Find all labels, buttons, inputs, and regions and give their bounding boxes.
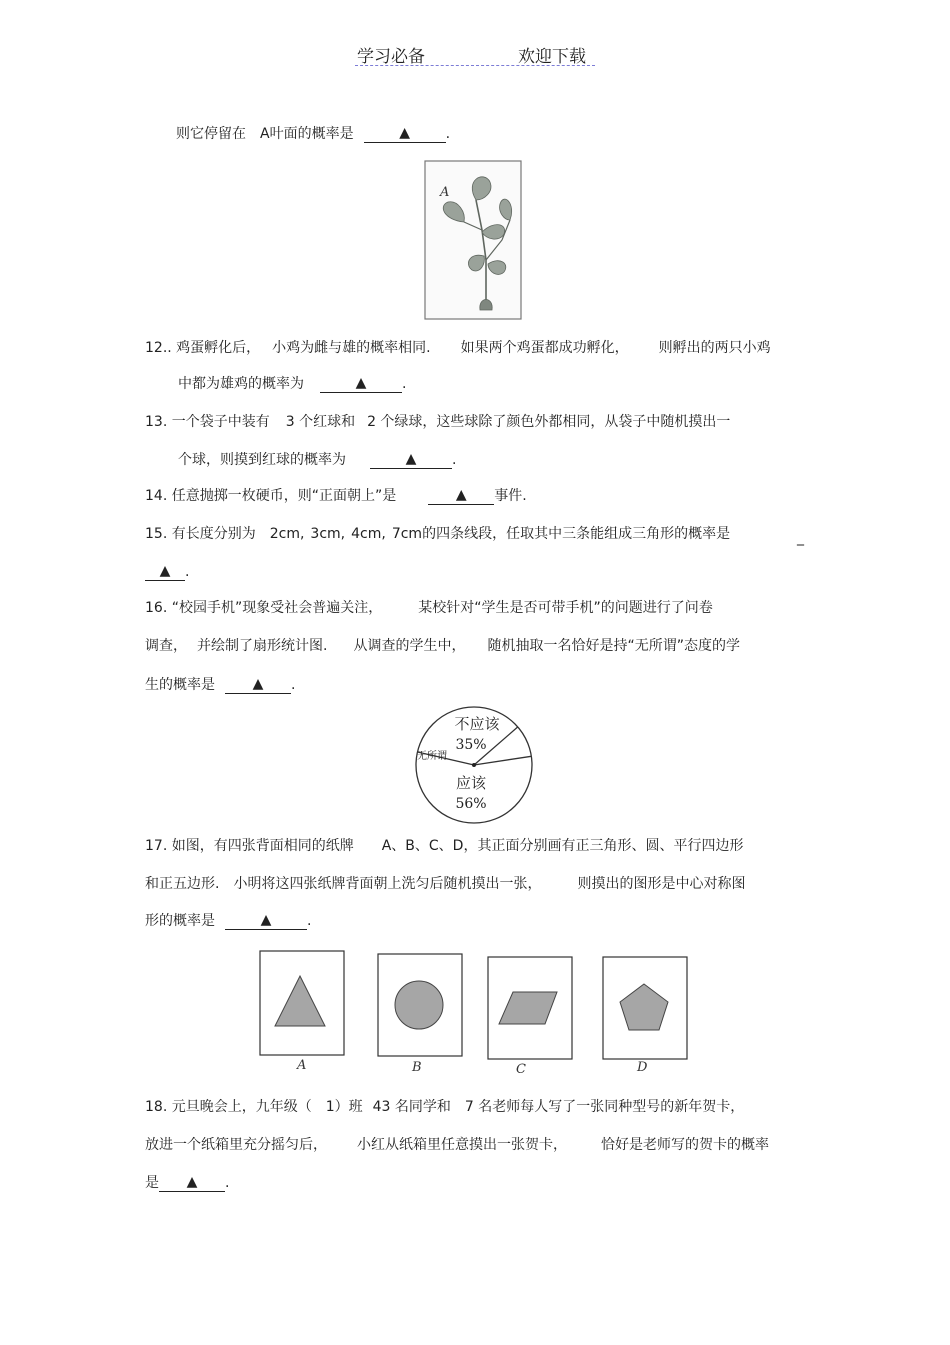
answer-blank[interactable]: ▲ <box>145 562 185 581</box>
pie-slice-label: 应该 <box>455 774 487 792</box>
q13-line2: 个球，则摸到红球的概率为 ▲ . <box>178 451 457 468</box>
card-label-b: B <box>412 1060 422 1075</box>
q12-line1: 12.. 鸡蛋孵化后， 小鸡为雌与雄的概率相同. 如果两个鸡蛋都成功孵化， 则孵出的两只小鸡 <box>145 340 771 356</box>
pie-slice-label: 不应该 <box>454 715 500 733</box>
header-left-text: 学习必备 <box>357 47 425 67</box>
q18-line2: 放进一个纸箱里充分摇匀后， 小红从纸箱里任意摸出一张贺卡， 恰好是老师写的贺卡的概率 <box>145 1137 769 1153</box>
q15-trail: _ <box>797 530 804 546</box>
q17-line1: 17. 如图，有四张背面相同的纸牌 A、B、C、D，其正面分别画有正三角形、圆、平行四边形 <box>145 838 744 854</box>
q11-text-a: A叶面的概率是 <box>260 126 354 142</box>
card-c <box>487 956 573 1060</box>
page-header <box>355 41 595 66</box>
q18-line1: 18. 元旦晚会上，九年级（ 1）班 43 名同学和 7 名老师每人写了一张同种型号的新年贺卡， <box>145 1099 745 1115</box>
circle-shape <box>395 981 443 1029</box>
pie-slice-label: 无所谓 <box>417 751 447 762</box>
answer-blank[interactable]: ▲ <box>320 374 402 393</box>
q14-line: 14. 任意抛掷一枚硬币，则“正面朝上”是 ▲ 事件. <box>145 487 527 504</box>
leaf-label: A <box>440 185 450 200</box>
q15-line2: ▲ . <box>145 562 189 582</box>
answer-blank[interactable]: ▲ <box>364 124 446 143</box>
q16-line2: 调查， 并绘制了扇形统计图. 从调查的学生中， 随机抽取一名恰好是持“无所谓”态度的学 <box>145 638 740 654</box>
q16-line3: 生的概率是 ▲ . <box>145 676 296 693</box>
leaf-figure <box>424 160 522 320</box>
q17-line2: 和正五边形. 小明将这四张纸牌背面朝上洗匀后随机摸出一张， 则摸出的图形是中心对称图 <box>145 876 746 892</box>
q13-line1: 13. 一个袋子中装有 3 个红球和 2 个绿球，这些球除了颜色外都相同，从袋子中随机摸出一 <box>145 414 731 430</box>
card-a <box>259 950 345 1056</box>
card-label-d: D <box>637 1060 648 1075</box>
q11-line: 则它停留在 A叶面的概率是 ▲ . <box>176 125 451 142</box>
answer-blank[interactable]: ▲ <box>428 486 494 505</box>
q15-line1: 15. 有长度分别为 2cm, 3cm, 4cm, 7cm的四条线段，任取其中三条能组成三角形的概率是 <box>145 526 731 542</box>
pie-slice-value: 56% <box>455 796 487 812</box>
header-right-text: 欢迎下载 <box>518 47 586 67</box>
q18-line3: 是 ▲ . <box>145 1174 230 1191</box>
answer-blank[interactable]: ▲ <box>159 1173 225 1192</box>
q12-line2: 中都为雄鸡的概率为 ▲ . <box>178 375 407 392</box>
answer-blank[interactable]: ▲ <box>225 675 291 694</box>
card-b <box>377 953 463 1057</box>
card-label-c: C <box>516 1062 526 1077</box>
answer-blank[interactable]: ▲ <box>370 450 452 469</box>
q11-text: 则它停留在 <box>176 126 246 142</box>
pie-slice-value: 35% <box>455 737 487 753</box>
q17-line3: 形的概率是 ▲ . <box>145 912 312 929</box>
q16-line1: 16. “校园手机”现象受社会普遍关注， 某校针对“学生是否可带手机”的问题进行了问卷 <box>145 600 713 616</box>
card-d <box>602 956 688 1060</box>
pie-chart <box>410 702 540 830</box>
pie-center-dot <box>472 763 476 767</box>
card-label-a: A <box>297 1058 307 1073</box>
answer-blank[interactable]: ▲ <box>225 911 307 930</box>
